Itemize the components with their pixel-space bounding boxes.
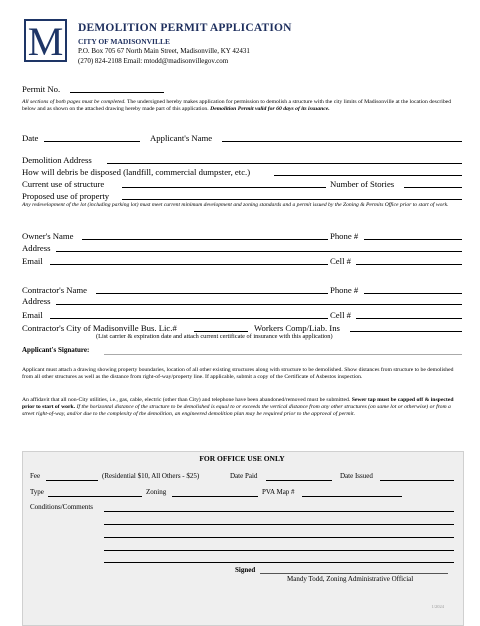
current-use-label: Current use of structure [22,179,105,189]
contractor-email-field[interactable] [50,318,328,319]
conditions-line-3[interactable] [104,537,454,538]
owner-address-label: Address [22,243,51,253]
form-title: DEMOLITION PERMIT APPLICATION [78,22,292,34]
stories-field[interactable] [404,187,462,188]
applicant-signature-field[interactable] [104,354,462,355]
affidavit-text: An affidavit that all non-City utilities, i.e., gas, cable, electric (other than City) and telephone have been abandoned/removed must be submitted. [22,397,351,403]
current-use-field[interactable] [122,187,326,188]
stories-label: Number of Stories [330,179,395,189]
proposed-use-label: Proposed use of property [22,191,110,201]
debris-field[interactable] [274,175,462,176]
owner-phone-field[interactable] [364,239,462,240]
contractor-cell-field[interactable] [356,318,462,319]
page-number: 1/2024 [431,604,444,609]
fee-label: Fee [30,472,41,480]
intro-body: The undersigned hereby makes application for permission to demolish a structure with the city limits of Madisonville at the location described below and as shown on the attached drawing hereby made part of this application. [22,99,452,113]
demolition-address-label: Demolition Address [22,155,92,165]
official-name: Mandy Todd, Zoning Administrative Official [287,575,414,583]
contractor-email-label: Email [22,310,43,320]
contractor-phone-field[interactable] [364,293,462,294]
signed-field[interactable] [260,573,448,574]
affidavit-paragraph [22,397,464,418]
zoning-label: Zoning [146,488,167,496]
bus-lic-field[interactable] [194,331,248,332]
logo-letter: M [27,18,64,64]
conditions-line-2[interactable] [104,524,454,525]
intro-paragraph [22,99,462,114]
zoning-field[interactable] [172,496,258,497]
drawing-paragraph: Applicant must attach a drawing showing property boundaries, location of all other existing structures along with structure to be demolished. Show distances from structure to be demolished from all other structures as well as the distance from right-of-way/property line. If applicable, submit a copy of the Certificate of Asbestos inspection. [22,367,454,381]
conditions-line-5[interactable] [104,562,454,563]
pva-field[interactable] [302,496,402,497]
sewer-bold-text: Sewer tap must be capped off & inspected prior to start of work. [22,397,454,411]
applicant-name-label: Applicant's Name [150,133,213,143]
owner-name-label: Owner's Name [22,231,74,241]
date-issued-field[interactable] [380,480,454,481]
fee-field[interactable] [46,480,98,481]
contractor-cell-label: Cell # [330,310,351,320]
date-paid-field[interactable] [266,480,332,481]
conditions-label: Conditions/Comments [30,503,94,511]
applicant-signature-label: Applicant's Signature: [22,346,90,354]
contractor-address-label: Address [22,296,51,306]
signed-label: Signed [235,566,256,574]
date-label: Date [22,133,39,143]
type-label: Type [30,488,44,496]
date-field[interactable] [44,141,140,142]
applicant-name-field[interactable] [222,141,462,142]
conditions-line-4[interactable] [104,550,454,551]
contractor-address-field[interactable] [56,304,462,305]
owner-email-field[interactable] [50,264,328,265]
demolition-address-field[interactable] [107,163,462,164]
permit-no-field[interactable] [70,92,164,93]
workers-comp-label: Workers Comp/Liab. Ins [254,323,340,333]
pva-label: PVA Map # [262,488,295,496]
proposed-use-field[interactable] [122,199,462,200]
city-name: CITY OF MADISONVILLE [78,37,170,46]
contractor-phone-label: Phone # [330,285,359,295]
date-paid-label: Date Paid [230,472,258,480]
owner-email-label: Email [22,256,43,266]
owner-name-field[interactable] [82,239,328,240]
debris-label: How will debris be disposed (landfill, commercial dumpster, etc.) [22,167,251,177]
workers-comp-field[interactable] [350,331,462,332]
bus-lic-label: Contractor's City of Madisonville Bus. Lic.# [22,323,177,333]
fee-note: (Residential $10, All Others - $25) [102,472,200,480]
intro-italic: All sections of both pages must be completed. [22,99,126,105]
city-logo [24,19,67,62]
owner-address-field[interactable] [56,251,462,252]
contractor-name-label: Contractor's Name [22,285,88,295]
city-contact: (270) 824-2108 Email: mtodd@madisonvillegov.com [78,57,229,65]
owner-phone-label: Phone # [330,231,359,241]
type-field[interactable] [48,496,142,497]
owner-cell-label: Cell # [330,256,351,266]
office-use-title: FOR OFFICE USE ONLY [199,454,285,463]
sewer-italic-text: If the horizontal distance of the structure to be demolished is equal to or exceeds the vertical distance from any other structures (on same lot or otherwise) or from a street right-of-way, and/or due to the complexity of the demolition, an engineered demolition plan may be required prior to the approval of permit. [22,404,451,418]
intro-bold: Demolition Permit valid for 60 days of its issuance. [208,106,330,113]
conditions-line-1[interactable] [104,511,454,512]
carrier-note: (List carrier & expiration date and attach current certificate of insurance with this application) [96,333,333,340]
date-issued-label: Date Issued [340,472,373,480]
contractor-name-field[interactable] [96,293,328,294]
redevelopment-note: Any redevelopment of the lot (including parking lot) must meet current minimum development and zoning standards and a permit issued by the Zoning & Permits Office prior to start of work. [22,202,449,208]
permit-no-label: Permit No. [22,84,61,94]
owner-cell-field[interactable] [356,264,462,265]
city-address: P.O. Box 705 67 North Main Street, Madisonville, KY 42431 [78,47,250,55]
